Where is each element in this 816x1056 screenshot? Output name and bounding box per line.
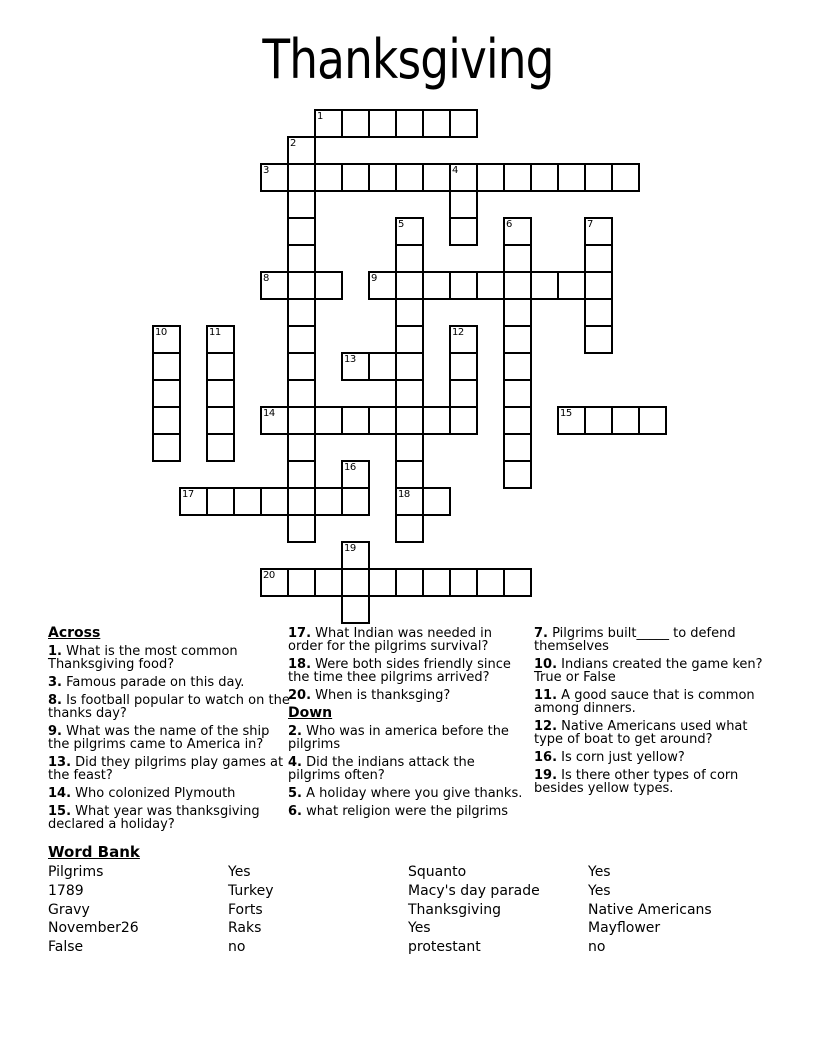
grid-cell[interactable] — [584, 244, 613, 273]
word-bank-column — [588, 863, 766, 957]
grid-cell[interactable] — [287, 325, 316, 354]
grid-cell[interactable] — [395, 568, 424, 597]
clue-number: 5. — [288, 786, 302, 801]
grid-cell[interactable] — [287, 460, 316, 489]
grid-cell[interactable] — [611, 163, 640, 192]
grid-cell[interactable] — [341, 568, 370, 597]
grid-cell[interactable] — [584, 325, 613, 354]
grid-cell[interactable] — [503, 352, 532, 381]
grid-cell[interactable] — [314, 271, 343, 300]
grid-cell[interactable] — [395, 109, 424, 138]
grid-cell[interactable] — [395, 244, 424, 273]
grid-cell[interactable] — [152, 379, 181, 408]
clue-6 — [288, 805, 530, 818]
grid-cell[interactable] — [287, 163, 316, 192]
grid-cell[interactable] — [314, 487, 343, 516]
cell-number: 7 — [587, 219, 593, 230]
word-bank-item: protestant — [408, 939, 481, 956]
clue-text: What was the name of the ship the pilgrims came to America in? — [48, 724, 270, 752]
grid-cell[interactable] — [287, 271, 316, 300]
grid-cell[interactable] — [422, 163, 451, 192]
clue-number: 10. — [534, 657, 558, 672]
grid-cell[interactable] — [341, 406, 370, 435]
cell-number: 18 — [398, 489, 410, 500]
clue-14 — [48, 787, 290, 800]
grid-cell[interactable] — [449, 352, 478, 381]
word-bank-header: Word Bank — [48, 843, 140, 861]
grid-cell[interactable] — [503, 379, 532, 408]
word-bank-item: Native Americans — [588, 901, 712, 918]
grid-cell[interactable] — [152, 433, 181, 462]
grid-cell[interactable] — [476, 568, 505, 597]
grid-cell[interactable] — [368, 109, 397, 138]
word-bank-item: 1789 — [48, 882, 84, 899]
grid-cell[interactable] — [341, 595, 370, 624]
clue-text: When is thanksging? — [315, 688, 451, 703]
word-bank-item: Yes — [228, 864, 251, 880]
cell-number: 19 — [344, 543, 356, 554]
word-bank-item: Squanto — [408, 864, 467, 880]
grid-cell[interactable] — [206, 379, 235, 408]
word-bank-item: Yes — [588, 864, 611, 880]
grid-cell[interactable] — [395, 352, 424, 381]
clue-text: A good sauce that is common among dinners. — [534, 688, 755, 716]
clue-18 — [288, 658, 530, 684]
grid-cell[interactable] — [584, 406, 613, 435]
clue-5 — [288, 787, 530, 800]
grid-cell[interactable] — [557, 271, 586, 300]
grid-cell[interactable] — [314, 406, 343, 435]
clue-11 — [534, 689, 776, 715]
grid-cell[interactable] — [503, 406, 532, 435]
clue-7 — [534, 627, 776, 653]
clue-text: Were both sides friendly since the time thee pilgrims arrived? — [288, 657, 511, 685]
grid-cell[interactable] — [422, 271, 451, 300]
grid-cell[interactable] — [449, 406, 478, 435]
grid-cell[interactable] — [287, 244, 316, 273]
clue-text: Native Americans used what type of boat to get around? — [534, 719, 748, 747]
clue-text: Who was in america before the pilgrims — [288, 724, 509, 752]
grid-cell[interactable] — [287, 514, 316, 543]
grid-cell[interactable] — [395, 298, 424, 327]
word-bank-item: Pilgrims — [48, 864, 104, 880]
clue-number: 13. — [48, 755, 72, 770]
clue-number: 14. — [48, 786, 72, 801]
clue-text: Is there other types of corn besides yellow types. — [534, 768, 739, 796]
cell-number: 5 — [398, 219, 404, 230]
clue-20 — [288, 689, 530, 702]
grid-cell[interactable] — [206, 487, 235, 516]
grid-cell[interactable] — [449, 109, 478, 138]
word-bank-item: Raks — [228, 920, 262, 937]
cell-number: 20 — [263, 570, 275, 581]
clue-number: 4. — [288, 755, 302, 770]
grid-cell[interactable] — [422, 109, 451, 138]
clue-17 — [288, 627, 530, 653]
word-bank-item: Yes — [408, 920, 431, 937]
clue-3 — [48, 676, 290, 689]
grid-cell[interactable] — [368, 163, 397, 192]
grid-cell[interactable] — [287, 298, 316, 327]
grid-cell[interactable] — [503, 163, 532, 192]
grid-cell[interactable] — [503, 460, 532, 489]
clue-number: 12. — [534, 719, 558, 734]
clue-number: 20. — [288, 688, 312, 703]
grid-cell[interactable] — [476, 163, 505, 192]
clue-4 — [288, 756, 530, 782]
word-bank-item: Turkey — [228, 882, 274, 899]
grid-cell[interactable] — [341, 109, 370, 138]
cell-number: 12 — [452, 327, 464, 338]
grid-cell[interactable] — [503, 298, 532, 327]
word-bank-item: no — [588, 939, 606, 956]
clue-text: Is corn just yellow? — [561, 750, 685, 765]
clue-number: 16. — [534, 750, 558, 765]
clue-number: 11. — [534, 688, 558, 703]
clue-text: What year was thanksgiving declared a holiday? — [48, 804, 260, 832]
clue-number: 7. — [534, 626, 548, 641]
clue-9 — [48, 725, 290, 751]
grid-cell[interactable] — [287, 568, 316, 597]
clue-number: 18. — [288, 657, 312, 672]
grid-cell[interactable] — [287, 352, 316, 381]
clue-number: 15. — [48, 804, 72, 819]
grid-cell[interactable] — [395, 514, 424, 543]
word-bank-item: no — [228, 939, 246, 956]
grid-cell[interactable] — [503, 244, 532, 273]
grid-cell[interactable] — [233, 487, 262, 516]
grid-cell[interactable] — [152, 406, 181, 435]
grid-cell[interactable] — [287, 379, 316, 408]
clue-number: 8. — [48, 693, 62, 708]
grid-cell[interactable] — [449, 379, 478, 408]
clue-text: Is football popular to watch on the thanks day? — [48, 693, 290, 721]
grid-cell[interactable] — [503, 271, 532, 300]
clue-2 — [288, 725, 530, 751]
clue-text: Who colonized Plymouth — [75, 786, 236, 801]
grid-cell[interactable] — [287, 406, 316, 435]
grid-cell[interactable] — [530, 163, 559, 192]
clue-12 — [534, 720, 776, 746]
clue-13 — [48, 756, 290, 782]
grid-cell[interactable] — [368, 568, 397, 597]
word-bank-item: Thanksgiving — [408, 901, 501, 918]
grid-cell[interactable] — [422, 568, 451, 597]
grid-cell[interactable] — [584, 271, 613, 300]
clue-text: What Indian was needed in order for the pilgrims survival? — [288, 626, 492, 654]
clues-column-down — [534, 627, 776, 800]
grid-cell[interactable] — [395, 325, 424, 354]
clue-text: What is the most common Thanksgiving food? — [48, 644, 238, 672]
word-bank-item: False — [48, 939, 84, 956]
clue-number: 3. — [48, 675, 62, 690]
grid-cell[interactable] — [206, 406, 235, 435]
grid-cell[interactable] — [449, 271, 478, 300]
word-bank-item: Gravy — [48, 901, 90, 918]
clues-column-across — [48, 627, 290, 836]
grid-cell[interactable] — [557, 163, 586, 192]
grid-cell[interactable] — [341, 487, 370, 516]
cell-number: 16 — [344, 462, 356, 473]
cell-number: 15 — [560, 408, 572, 419]
grid-cell[interactable] — [449, 190, 478, 219]
clue-text: Pilgrims built_____ to defend themselves — [534, 626, 736, 654]
word-bank-item: Macy's day parade — [408, 882, 540, 899]
cell-number: 2 — [290, 138, 296, 149]
grid-cell[interactable] — [314, 163, 343, 192]
clue-text: Did the indians attack the pilgrims often? — [288, 755, 475, 783]
grid-cell[interactable] — [260, 487, 289, 516]
word-bank-column — [408, 863, 586, 957]
cell-number: 3 — [263, 165, 269, 176]
grid-cell[interactable] — [503, 433, 532, 462]
clues-column-middle — [288, 627, 530, 823]
clue-number: 19. — [534, 768, 558, 783]
word-bank-item: November26 — [48, 920, 139, 937]
clue-number: 6. — [288, 804, 302, 819]
grid-cell[interactable] — [638, 406, 667, 435]
cell-number: 6 — [506, 219, 512, 230]
grid-cell[interactable] — [287, 217, 316, 246]
clues-header-across: Across — [48, 625, 101, 641]
grid-cell[interactable] — [476, 271, 505, 300]
grid-cell[interactable] — [584, 163, 613, 192]
cell-number: 11 — [209, 327, 221, 338]
clue-10 — [534, 658, 776, 684]
clue-text: Indians created the game ken? True or False — [534, 657, 763, 685]
grid-cell[interactable] — [206, 352, 235, 381]
grid-cell[interactable] — [530, 271, 559, 300]
cell-number: 4 — [452, 165, 458, 176]
grid-cell[interactable] — [503, 568, 532, 597]
clue-19 — [534, 769, 776, 795]
cell-number: 17 — [182, 489, 194, 500]
grid-cell[interactable] — [395, 460, 424, 489]
clue-number: 9. — [48, 724, 62, 739]
grid-cell[interactable] — [395, 271, 424, 300]
grid-cell[interactable] — [287, 487, 316, 516]
grid-cell[interactable] — [503, 325, 532, 354]
grid-cell[interactable] — [368, 406, 397, 435]
cell-number: 9 — [371, 273, 377, 284]
word-bank-item: Forts — [228, 901, 263, 918]
grid-cell[interactable] — [584, 298, 613, 327]
clues-header-down: Down — [288, 705, 333, 721]
clue-number: 1. — [48, 644, 62, 659]
page-title: Thanksgiving — [262, 28, 554, 91]
grid-cell[interactable] — [152, 352, 181, 381]
clue-1 — [48, 645, 290, 671]
word-bank-column — [48, 863, 226, 957]
grid-cell[interactable] — [449, 217, 478, 246]
grid-cell[interactable] — [206, 433, 235, 462]
cell-number: 13 — [344, 354, 356, 365]
grid-cell[interactable] — [422, 487, 451, 516]
grid-cell[interactable] — [395, 163, 424, 192]
grid-cell[interactable] — [395, 379, 424, 408]
word-bank-item: Yes — [588, 882, 611, 899]
grid-cell[interactable] — [611, 406, 640, 435]
clue-number: 2. — [288, 724, 302, 739]
cell-number: 8 — [263, 273, 269, 284]
clue-text: what religion were the pilgrims — [306, 804, 509, 819]
grid-cell[interactable] — [314, 568, 343, 597]
grid-cell[interactable] — [287, 190, 316, 219]
clue-text: Did they pilgrims play games at the feast? — [48, 755, 284, 783]
grid-cell[interactable] — [422, 406, 451, 435]
clue-text: Famous parade on this day. — [66, 675, 245, 690]
clue-15 — [48, 805, 290, 831]
clue-16 — [534, 751, 776, 764]
grid-cell[interactable] — [368, 352, 397, 381]
grid-cell[interactable] — [449, 568, 478, 597]
grid-cell[interactable] — [287, 433, 316, 462]
word-bank-column — [228, 863, 406, 957]
grid-cell[interactable] — [395, 406, 424, 435]
cell-number: 14 — [263, 408, 275, 419]
clue-number: 17. — [288, 626, 312, 641]
cell-number: 10 — [155, 327, 167, 338]
cell-number: 1 — [317, 111, 323, 122]
clue-8 — [48, 694, 290, 720]
clue-text: A holiday where you give thanks. — [306, 786, 523, 801]
grid-cell[interactable] — [395, 433, 424, 462]
word-bank-item: Mayflower — [588, 920, 661, 937]
grid-cell[interactable] — [341, 163, 370, 192]
